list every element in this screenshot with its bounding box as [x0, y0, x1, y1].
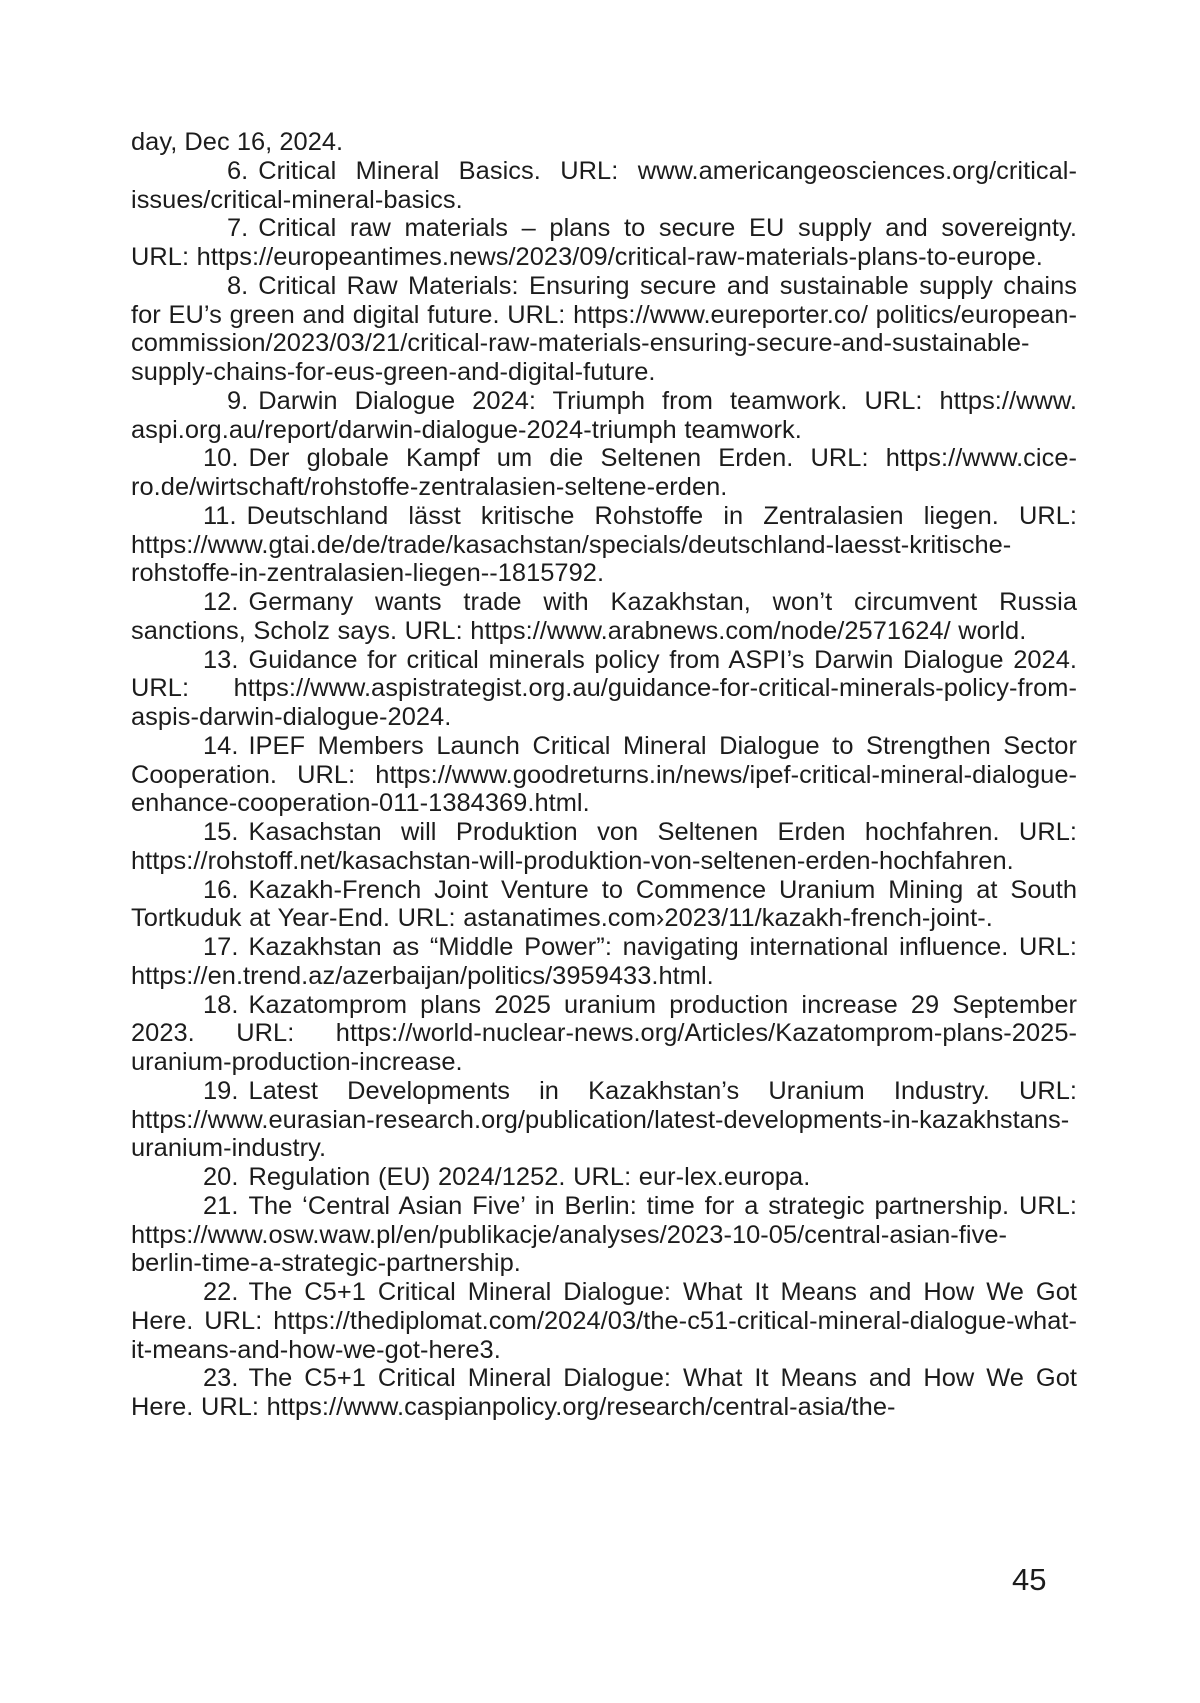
reference-text: Kazakh-French Joint Venture to Commence Uranium Mining at South Tortkuduk at Year-End. URL: astanatimes.com›2023/11/kazakh-​french-joint-. [131, 876, 1077, 933]
reference-text: Latest Developments in Kazakhstan’s Uranium Industry. URL: https://www.eurasian-research.org/publication/latest-developments-in-ka­zakhstans-uranium-industry. [131, 1077, 1077, 1163]
reference-number: 7. [179, 214, 248, 243]
reference-text: Kazatomprom plans 2025 uranium production increase 29 Sep­tember 2023. URL: https://world-nuclear-news.org/Articles/Kazatom­prom-plans-2025-uranium-production-increase. [131, 991, 1077, 1077]
reference-text: The C5+1 Critical Mineral Dialogue: What It Means and How We Got Here. URL: https://www.caspianpolicy.org/research/central-asia/the- [131, 1364, 1077, 1421]
reference-item [131, 214, 1077, 272]
reference-item [131, 818, 1077, 876]
reference-item [131, 1278, 1077, 1364]
reference-item [131, 1364, 1077, 1422]
reference-text: Kazakhstan as “Middle Power”: navigating international influence. URL: https://en.trend.az/azerbaijan/politics/3959433.html. [131, 933, 1077, 990]
reference-number: 15. [167, 818, 238, 847]
references-list [131, 128, 1077, 1422]
reference-item [131, 157, 1077, 215]
reference-item [131, 387, 1077, 445]
reference-number: 14. [167, 732, 238, 761]
reference-item [131, 1077, 1077, 1163]
reference-number: 22. [167, 1278, 238, 1307]
reference-text: Deutschland lässt kritische Rohstoffe in Zentralasien lie­gen. URL: https://www.gtai.de/de/trade/kasachstan/specials/deutsch­land-laesst-kritische-rohstoffe-in-zentralasien-liegen--1815792. [131, 502, 1077, 588]
reference-number: 20. [167, 1163, 238, 1192]
reference-text: Darwin Dialogue 2024: Triumph from teamwork. URL: https://www. aspi.org.au/report/darwin-dialogue-2024-triumph teamwork. [131, 387, 1077, 444]
reference-text: Guidance for critical minerals policy from ASPI’s Darwin Dialogue 2024. URL: https://www.aspistrategist.org.au/guidance-for-critical-miner­als-policy-from-aspis-darwin-dialogue-2024. [131, 646, 1077, 732]
reference-text: Kasachstan will Produktion von Seltenen Erden hochfahren. URL: https://rohstoff.net/kasachstan-will-produktion-von-seltenen-erden-hoch­fahren. [131, 818, 1077, 875]
reference-item [131, 876, 1077, 934]
reference-item [131, 646, 1077, 732]
reference-item [131, 502, 1077, 588]
reference-item [131, 588, 1077, 646]
reference-number: 11. [167, 502, 237, 531]
reference-number: 18. [167, 991, 238, 1020]
reference-item [131, 991, 1077, 1077]
reference-item [131, 732, 1077, 818]
reference-item [131, 444, 1077, 502]
continuation-line: day, Dec 16, 2024. [131, 128, 1077, 157]
reference-text: Critical Raw Materials: Ensuring secure and sustainable supply chains for EU’s green and digital future. URL: https://www.eureporter.co/ politics/european-commission/2023/03/21/critical-raw-materials-ensur­ing-secure-and-sustainable-supply-chains-for-eus-green-and-digital-fu­ture. [131, 272, 1077, 386]
reference-text: Der globale Kampf um die Seltenen Erden. URL: https://www.cice­ro.de/wirtschaft/rohstoffe-zentralasien-seltene-erden. [131, 444, 1077, 501]
reference-number: 17. [167, 933, 238, 962]
reference-number: 9. [179, 387, 248, 416]
reference-number: 23. [167, 1364, 238, 1393]
reference-item [131, 933, 1077, 991]
reference-text: IPEF Members Launch Critical Mineral Dialogue to Strengthen Sec­tor Cooperation. URL: https://www.goodreturns.in/news/ipef-critical-miner­al-dialogue-enhance-cooperation-011-1384369.html. [131, 732, 1077, 818]
reference-number: 10. [167, 444, 238, 473]
reference-item [131, 272, 1077, 387]
reference-number: 6. [179, 157, 248, 186]
reference-text: Regulation (EU) 2024/1252. URL: eur-lex.europa. [248, 1163, 810, 1191]
reference-number: 8. [179, 272, 248, 301]
page-number: 45 [1012, 1562, 1046, 1598]
reference-number: 21. [167, 1192, 238, 1221]
reference-number: 12. [167, 588, 238, 617]
reference-text: The C5+1 Critical Mineral Dialogue: What It Means and How We Got Here. URL: https://thediplomat.com/2024/03/the-c51-critical-mineral-​dialogue-what-it-means-and-how-we-got-here3. [131, 1278, 1077, 1364]
reference-text: Critical raw materials – plans to secure EU supply and sover­eignty. URL: https://europeantimes.news/2023/09/critical-raw-materi­als-plans-to-europe. [131, 214, 1077, 271]
reference-item [131, 1192, 1077, 1278]
reference-number: 16. [167, 876, 238, 905]
reference-text: The ‘Central Asian Five’ in Berlin: time for a strategic partnership. URL: https://www.osw.waw.pl/en/publikacje/analyses/2023-10-05/central-​asian-five-berlin-time-a-strategic-partnership. [131, 1192, 1077, 1278]
reference-text: Critical Mineral Basics. URL: www.americangeosciences.org/criti­cal-issues/critical-mineral-basics. [131, 157, 1077, 214]
reference-number: 13. [167, 646, 238, 675]
document-page [0, 0, 1200, 1703]
reference-text: Germany wants trade with Kazakhstan, won’t circumvent Russia sanctions, Scholz says. URL: https://www.arabnews.com/node/2571624/ world. [131, 588, 1077, 645]
reference-number: 19. [167, 1077, 238, 1106]
reference-item [131, 1163, 1077, 1192]
